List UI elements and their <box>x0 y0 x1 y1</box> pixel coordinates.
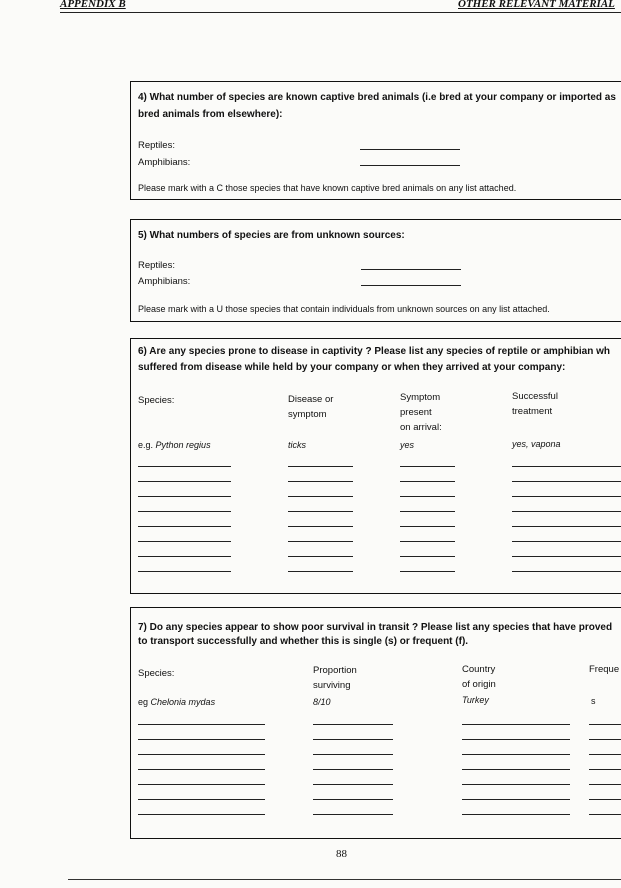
q7-col-proportion-l1: Proportion <box>313 665 357 676</box>
q6-answer-line[interactable] <box>512 541 621 542</box>
q7-answer-line[interactable] <box>462 739 570 740</box>
question-7-box <box>130 607 621 839</box>
page-header <box>0 0 621 14</box>
q7-answer-line[interactable] <box>313 724 393 725</box>
q6-answer-line[interactable] <box>288 556 353 557</box>
q7-example-frequency: s <box>591 696 596 706</box>
q7-answer-line[interactable] <box>462 754 570 755</box>
q7-answer-line[interactable] <box>138 754 265 755</box>
q6-answer-line[interactable] <box>400 526 455 527</box>
q6-answer-line[interactable] <box>288 481 353 482</box>
q7-answer-line[interactable] <box>589 739 621 740</box>
q6-col-symptom <box>400 390 442 435</box>
q6-example-species <box>138 440 211 450</box>
q6-answer-line[interactable] <box>138 571 231 572</box>
q6-example-prefix: e.g. <box>138 440 154 450</box>
q6-answer-line[interactable] <box>138 526 231 527</box>
q7-answer-line[interactable] <box>589 799 621 800</box>
footer-rule <box>68 879 621 880</box>
q5-reptiles-label: Reptiles: <box>138 260 175 271</box>
q7-answer-line[interactable] <box>589 784 621 785</box>
q7-col-proportion <box>313 663 357 693</box>
q6-answer-line[interactable] <box>288 496 353 497</box>
q6-answer-line[interactable] <box>400 571 455 572</box>
q6-answer-line[interactable] <box>512 571 621 572</box>
q6-answer-line[interactable] <box>400 466 455 467</box>
q7-answer-line[interactable] <box>462 724 570 725</box>
q7-col-proportion-l2: surviving <box>313 680 351 691</box>
q7-example-species <box>138 697 215 707</box>
q5-amphibians-field[interactable] <box>361 285 461 286</box>
q4-reptiles-label: Reptiles: <box>138 140 175 151</box>
q6-col-symptom-l3: on arrival: <box>400 422 442 433</box>
q6-col-disease <box>288 392 333 422</box>
q7-example-prefix: eg <box>138 697 149 707</box>
q6-answer-line[interactable] <box>138 466 231 467</box>
q7-answer-line[interactable] <box>138 799 265 800</box>
q6-answer-line[interactable] <box>400 481 455 482</box>
q4-note: Please mark with a C those species that have known captive bred animals on any list attached. <box>138 183 517 193</box>
q7-answer-line[interactable] <box>589 754 621 755</box>
question-6-box <box>130 338 621 594</box>
q6-col-treatment-l2: treatment <box>512 406 553 417</box>
q5-amphibians-label: Amphibians: <box>138 276 191 287</box>
q6-answer-line[interactable] <box>288 511 353 512</box>
q4-amphibians-field[interactable] <box>360 165 460 166</box>
q6-answer-line[interactable] <box>288 466 353 467</box>
q6-answer-line[interactable] <box>400 541 455 542</box>
q6-col-disease-l2: symptom <box>288 409 327 420</box>
q7-answer-line[interactable] <box>589 724 621 725</box>
q6-answer-line[interactable] <box>400 556 455 557</box>
q6-col-treatment <box>512 389 558 419</box>
q7-answer-line[interactable] <box>313 799 393 800</box>
question-7-line1: 7) Do any species appear to show poor survival in transit ? Please list any species that have proved <box>138 622 613 633</box>
q6-answer-line[interactable] <box>400 496 455 497</box>
question-4-line2: bred animals from elsewhere): <box>138 109 283 120</box>
q6-answer-line[interactable] <box>138 481 231 482</box>
q7-answer-line[interactable] <box>313 814 393 815</box>
q7-answer-line[interactable] <box>138 784 265 785</box>
q6-answer-line[interactable] <box>400 511 455 512</box>
q6-answer-line[interactable] <box>138 496 231 497</box>
q7-answer-line[interactable] <box>462 784 570 785</box>
q6-answer-line[interactable] <box>288 541 353 542</box>
q4-amphibians-label: Amphibians: <box>138 157 191 168</box>
q7-answer-line[interactable] <box>462 769 570 770</box>
q7-example-species-name: Chelonia mydas <box>150 697 216 707</box>
q7-answer-line[interactable] <box>138 739 265 740</box>
q7-answer-line[interactable] <box>138 814 265 815</box>
q7-col-species: Species: <box>138 668 175 679</box>
question-5-line1: 5) What numbers of species are from unknown sources: <box>138 230 405 241</box>
q7-answer-line[interactable] <box>589 769 621 770</box>
q6-answer-line[interactable] <box>512 526 621 527</box>
q6-example-disease: ticks <box>288 440 306 450</box>
question-4-line1: 4) What number of species are known captive bred animals (i.e bred at your company or imported as <box>138 92 616 103</box>
q7-col-country-l1: Country <box>462 664 496 675</box>
q6-col-symptom-l2: present <box>400 407 432 418</box>
q6-col-symptom-l1: Symptom <box>400 392 441 403</box>
question-6-line1: 6) Are any species prone to disease in captivity ? Please list any species of reptile or amphibian wh <box>138 346 611 357</box>
q6-answer-line[interactable] <box>138 511 231 512</box>
q7-example-proportion: 8/10 <box>313 697 331 707</box>
q6-col-species: Species: <box>138 395 175 406</box>
q6-answer-line[interactable] <box>288 571 353 572</box>
question-5-box <box>130 219 621 322</box>
q6-answer-line[interactable] <box>512 496 621 497</box>
q6-example-treatment: yes, vapona <box>512 439 561 449</box>
q5-note: Please mark with a U those species that contain individuals from unknown sources on any list attached. <box>138 304 550 314</box>
q6-example-symptom: yes <box>400 440 415 450</box>
q6-answer-line[interactable] <box>138 541 231 542</box>
q5-reptiles-field[interactable] <box>361 269 461 270</box>
q6-example-species-name: Python regius <box>155 440 211 450</box>
q6-col-treatment-l1: Successful <box>512 391 558 402</box>
q6-answer-line[interactable] <box>512 481 621 482</box>
q7-answer-line[interactable] <box>313 784 393 785</box>
q6-answer-line[interactable] <box>138 556 231 557</box>
q7-answer-line[interactable] <box>589 814 621 815</box>
q7-answer-line[interactable] <box>313 739 393 740</box>
q7-answer-line[interactable] <box>313 769 393 770</box>
q7-answer-line[interactable] <box>138 724 265 725</box>
q6-col-disease-l1: Disease or <box>288 394 334 405</box>
q6-answer-line[interactable] <box>512 511 621 512</box>
q7-answer-line[interactable] <box>462 814 570 815</box>
page-number: 88 <box>336 848 347 860</box>
question-6-line2: suffered from disease while held by your company or when they arrived at your company: <box>138 362 566 373</box>
header-right: OTHER RELEVANT MATERIAL <box>458 0 615 10</box>
q7-col-country <box>462 662 496 692</box>
q6-answer-line[interactable] <box>288 526 353 527</box>
q7-col-country-l2: of origin <box>462 679 496 690</box>
q4-reptiles-field[interactable] <box>360 149 460 150</box>
q7-answer-line[interactable] <box>313 754 393 755</box>
header-rule <box>60 12 621 13</box>
q7-col-frequency: Freque <box>589 664 620 675</box>
header-left: APPENDIX B <box>60 0 126 10</box>
q7-answer-line[interactable] <box>462 799 570 800</box>
q6-answer-line[interactable] <box>512 556 621 557</box>
question-7-line2: to transport successfully and whether this is single (s) or frequent (f). <box>138 636 469 647</box>
q6-answer-line[interactable] <box>512 466 621 467</box>
q7-answer-line[interactable] <box>138 769 265 770</box>
q7-example-country: Turkey <box>462 695 489 705</box>
question-4-box <box>130 81 621 200</box>
